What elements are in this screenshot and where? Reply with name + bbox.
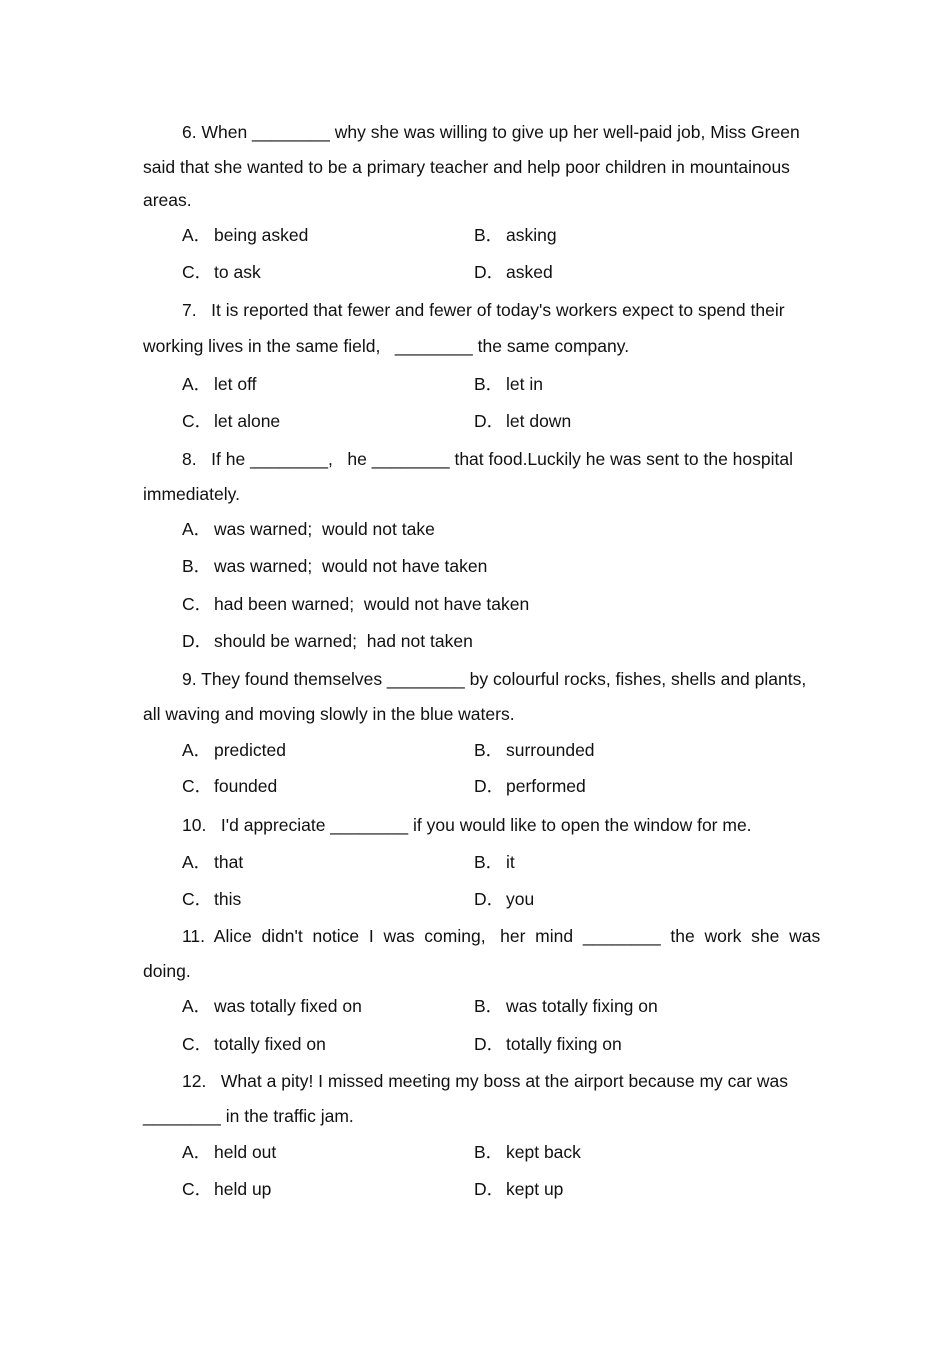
question-12-stem-line-2: ________ in the traffic jam. (143, 1106, 354, 1126)
question-12-option-c (182, 1179, 271, 1199)
question-11-option-b (474, 996, 658, 1016)
question-12-option-d (474, 1179, 563, 1199)
option-text: surrounded (506, 740, 595, 760)
option-letter: B． (182, 556, 212, 576)
option-text: was totally fixed on (214, 996, 362, 1016)
question-10-option-d (474, 889, 534, 909)
option-text: totally fixing on (506, 1034, 622, 1054)
option-letter: B． (474, 996, 504, 1016)
option-letter: C． (182, 1034, 213, 1054)
question-7-option-b (474, 374, 543, 394)
question-11-stem-line-2: doing. (143, 961, 191, 981)
option-letter: C． (182, 262, 213, 282)
option-letter: C． (182, 889, 213, 909)
option-text: to ask (214, 262, 261, 282)
question-9-option-d (474, 776, 586, 796)
option-text: kept up (506, 1179, 564, 1199)
option-letter: C． (182, 411, 213, 431)
question-10-option-c (182, 889, 241, 909)
question-12-option-a (182, 1142, 276, 1162)
option-letter: D． (474, 776, 505, 796)
option-text: held up (214, 1179, 272, 1199)
question-11-stem-line-1: 11. Alice didn't notice I was coming, her mind ________ the work she was (182, 926, 821, 946)
option-text: was warned; would not take (214, 519, 435, 539)
question-9-stem-line-2: all waving and moving slowly in the blue waters. (143, 704, 515, 724)
question-10-stem-line-1: 10. I'd appreciate ________ if you would like to open the window for me. (182, 815, 752, 835)
option-letter: A． (182, 996, 212, 1016)
question-8-stem-line-2: immediately. (143, 484, 240, 504)
question-12-stem-line-1: 12. What a pity! I missed meeting my boss at the airport because my car was (182, 1071, 788, 1091)
option-letter: A． (182, 740, 212, 760)
question-8-option-c (182, 594, 529, 614)
question-12-option-b (474, 1142, 581, 1162)
option-text: asked (506, 262, 553, 282)
question-11-option-d (474, 1034, 622, 1054)
question-10-option-b (474, 852, 515, 872)
question-9-stem-line-1: 9. They found themselves ________ by colourful rocks, fishes, shells and plants, (182, 669, 807, 689)
option-text: performed (506, 776, 586, 796)
question-9-option-b (474, 740, 595, 760)
question-8-stem-line-1: 8. If he ________, he ________ that food.Luckily he was sent to the hospital (182, 449, 793, 469)
option-letter: B． (474, 225, 504, 245)
question-11-option-a (182, 996, 362, 1016)
option-text: let alone (214, 411, 281, 431)
option-letter: C． (182, 776, 213, 796)
option-letter: D． (474, 1179, 505, 1199)
question-9-option-c (182, 776, 277, 796)
option-text: let in (506, 374, 543, 394)
question-6-stem-line-1: 6. When ________ why she was willing to give up her well-paid job, Miss Green (182, 122, 800, 142)
option-text: predicted (214, 740, 286, 760)
option-letter: D． (474, 1034, 505, 1054)
option-text: founded (214, 776, 278, 796)
option-text: totally fixed on (214, 1034, 326, 1054)
option-text: let off (214, 374, 257, 394)
question-6-option-a (182, 225, 308, 245)
option-text: this (214, 889, 242, 909)
question-8-option-b (182, 556, 487, 576)
question-11-option-c (182, 1034, 326, 1054)
question-6-option-c (182, 262, 261, 282)
option-letter: A． (182, 1142, 212, 1162)
option-text: you (506, 889, 535, 909)
option-letter: D． (474, 411, 505, 431)
option-letter: B． (474, 1142, 504, 1162)
question-7-option-d (474, 411, 571, 431)
question-6-stem-line-3: areas. (143, 190, 192, 210)
question-6-stem-line-2: said that she wanted to be a primary teacher and help poor children in mountainous (143, 157, 790, 177)
option-text: asking (506, 225, 557, 245)
option-text: held out (214, 1142, 277, 1162)
option-letter: D． (474, 262, 505, 282)
question-8-option-d (182, 631, 473, 651)
question-9-option-a (182, 740, 286, 760)
option-letter: A． (182, 374, 212, 394)
question-8-option-a (182, 519, 435, 539)
option-text: let down (506, 411, 572, 431)
option-text: that (214, 852, 244, 872)
option-letter: B． (474, 852, 504, 872)
question-7-option-a (182, 374, 257, 394)
option-letter: D． (474, 889, 505, 909)
option-letter: C． (182, 594, 213, 614)
option-text: it (506, 852, 515, 872)
option-letter: C． (182, 1179, 213, 1199)
option-text: had been warned; would not have taken (214, 594, 530, 614)
option-text: should be warned; had not taken (214, 631, 473, 651)
question-7-stem-line-1: 7. It is reported that fewer and fewer of today's workers expect to spend their (182, 300, 785, 320)
option-letter: A． (182, 852, 212, 872)
question-6-option-d (474, 262, 553, 282)
option-text: being asked (214, 225, 309, 245)
option-letter: D． (182, 631, 213, 651)
question-10-option-a (182, 852, 243, 872)
question-7-stem-line-2: working lives in the same field, ________ the same company. (143, 336, 630, 356)
option-letter: A． (182, 519, 212, 539)
option-letter: B． (474, 740, 504, 760)
option-text: was totally fixing on (506, 996, 658, 1016)
option-text: kept back (506, 1142, 581, 1162)
question-7-option-c (182, 411, 280, 431)
option-letter: A． (182, 225, 212, 245)
option-letter: B． (474, 374, 504, 394)
option-text: was warned; would not have taken (214, 556, 488, 576)
question-6-option-b (474, 225, 557, 245)
